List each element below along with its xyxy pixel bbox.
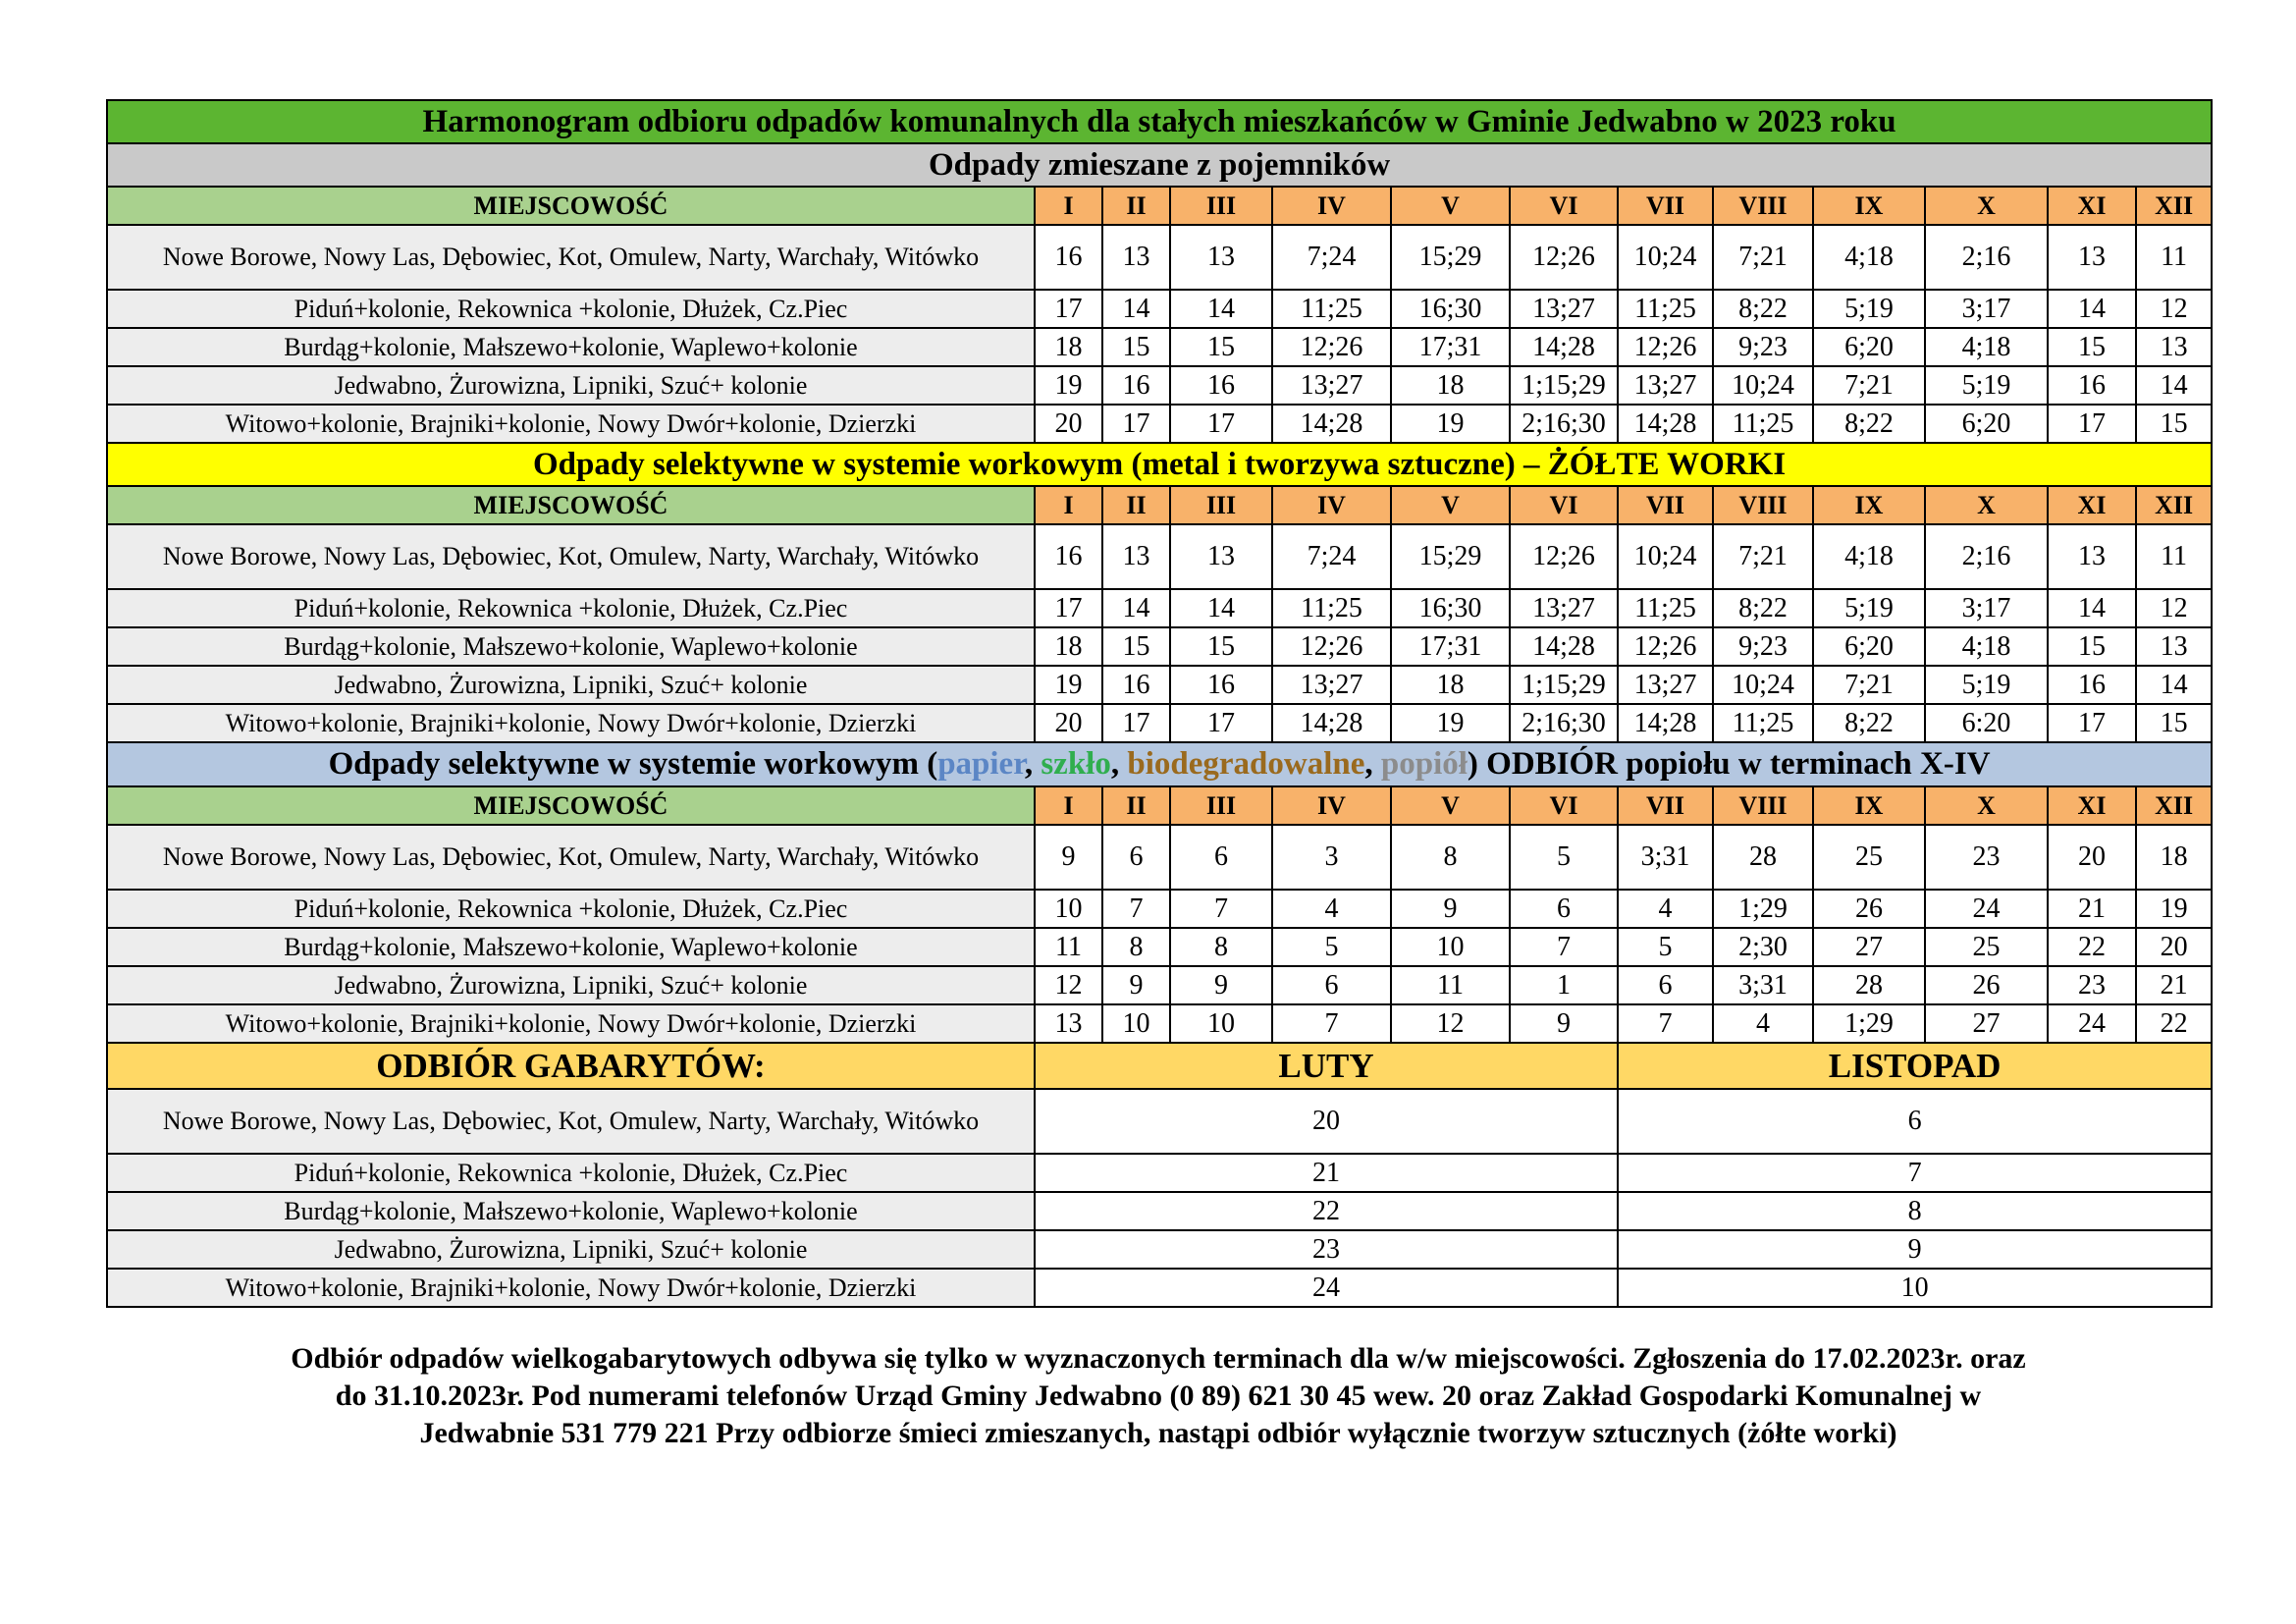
- date-cell: 25: [1925, 928, 2048, 966]
- location-cell: Piduń+kolonie, Rekownica +kolonie, Dłużek, Cz.Piec: [107, 589, 1035, 627]
- date-cell: 16;30: [1391, 290, 1510, 328]
- bulky-waste-note: [106, 1340, 2211, 1452]
- table-row: [107, 290, 2212, 328]
- date-cell: 13: [1102, 225, 1170, 290]
- date-cell: 10;24: [1713, 666, 1813, 704]
- date-cell: 15: [1102, 627, 1170, 666]
- date-cell: 28: [1713, 825, 1813, 890]
- date-cell: 12: [2136, 589, 2212, 627]
- header-row: [107, 486, 2212, 524]
- date-cell: 13: [1170, 524, 1272, 589]
- date-cell: 15: [2048, 328, 2136, 366]
- date-cell: 26: [1813, 890, 1925, 928]
- date-cell: 8;22: [1813, 704, 1925, 742]
- date-cell: 18: [2136, 825, 2212, 890]
- date-cell: 1;15;29: [1510, 666, 1618, 704]
- table-row: [107, 1192, 2212, 1230]
- date-cell: 12: [1035, 966, 1102, 1004]
- location-header: MIEJSCOWOŚĆ: [107, 786, 1035, 825]
- date-cell: 6: [1618, 966, 1713, 1004]
- month-header: II: [1102, 786, 1170, 825]
- date-cell: 16: [1102, 666, 1170, 704]
- month-header: VII: [1618, 786, 1713, 825]
- date-cell: 13;27: [1510, 290, 1618, 328]
- location-cell: Witowo+kolonie, Brajniki+kolonie, Nowy Dwór+kolonie, Dzierzki: [107, 1004, 1035, 1043]
- date-cell: 2;16: [1925, 524, 2048, 589]
- date-cell: 20: [1035, 704, 1102, 742]
- date-cell: 11: [1391, 966, 1510, 1004]
- date-cell: 14: [1102, 290, 1170, 328]
- month-header: IX: [1813, 486, 1925, 524]
- month-header: IV: [1272, 187, 1391, 225]
- date-cell: 22: [2136, 1004, 2212, 1043]
- date-cell: 17: [1170, 704, 1272, 742]
- date-cell: 26: [1925, 966, 2048, 1004]
- date-cell: 12;26: [1272, 627, 1391, 666]
- date-cell: 5;19: [1925, 666, 2048, 704]
- month-header: X: [1925, 786, 2048, 825]
- date-cell: 13: [1102, 524, 1170, 589]
- date-cell: 10: [1391, 928, 1510, 966]
- location-cell: Nowe Borowe, Nowy Las, Dębowiec, Kot, Omulew, Narty, Warchały, Witówko: [107, 1089, 1035, 1154]
- date-cell: 7: [1272, 1004, 1391, 1043]
- bulky-month-listopad: LISTOPAD: [1618, 1043, 2212, 1089]
- date-cell: 16: [1170, 366, 1272, 405]
- date-cell: 6: [1618, 1089, 2212, 1154]
- date-cell: 7;24: [1272, 225, 1391, 290]
- date-cell: 14: [1170, 589, 1272, 627]
- date-cell: 4;18: [1813, 524, 1925, 589]
- location-cell: Piduń+kolonie, Rekownica +kolonie, Dłużek, Cz.Piec: [107, 890, 1035, 928]
- date-cell: 14: [2048, 290, 2136, 328]
- location-cell: Jedwabno, Żurowizna, Lipniki, Szuć+ kolonie: [107, 366, 1035, 405]
- header-row: [107, 786, 2212, 825]
- date-cell: 9: [1618, 1230, 2212, 1269]
- month-header: V: [1391, 187, 1510, 225]
- month-header: I: [1035, 486, 1102, 524]
- date-cell: 15: [2136, 704, 2212, 742]
- section-title-part-sep1: ,: [1024, 746, 1041, 783]
- table-row: [107, 825, 2212, 890]
- date-cell: 13: [1035, 1004, 1102, 1043]
- table-row: [107, 328, 2212, 366]
- date-cell: 6:20: [1925, 704, 2048, 742]
- date-cell: 8;22: [1813, 405, 1925, 443]
- date-cell: 15: [2136, 405, 2212, 443]
- month-header: VI: [1510, 187, 1618, 225]
- month-header: IV: [1272, 486, 1391, 524]
- month-header: VIII: [1713, 486, 1813, 524]
- date-cell: 5;19: [1813, 589, 1925, 627]
- location-cell: Witowo+kolonie, Brajniki+kolonie, Nowy Dwór+kolonie, Dzierzki: [107, 1269, 1035, 1307]
- date-cell: 18: [1035, 328, 1102, 366]
- date-cell: 13: [1170, 225, 1272, 290]
- date-cell: 6;20: [1925, 405, 2048, 443]
- date-cell: 12;26: [1510, 524, 1618, 589]
- section-title: [107, 742, 2212, 786]
- date-cell: 9: [1391, 890, 1510, 928]
- date-cell: 11: [2136, 524, 2212, 589]
- date-cell: 1;29: [1813, 1004, 1925, 1043]
- month-header: III: [1170, 187, 1272, 225]
- date-cell: 20: [2136, 928, 2212, 966]
- month-header: XII: [2136, 187, 2212, 225]
- location-cell: Witowo+kolonie, Brajniki+kolonie, Nowy Dwór+kolonie, Dzierzki: [107, 704, 1035, 742]
- section-title-row: [107, 443, 2212, 486]
- date-cell: 17: [1035, 290, 1102, 328]
- date-cell: 13;27: [1510, 589, 1618, 627]
- date-cell: 3;17: [1925, 290, 2048, 328]
- date-cell: 7: [1510, 928, 1618, 966]
- date-cell: 11: [2136, 225, 2212, 290]
- date-cell: 17;31: [1391, 328, 1510, 366]
- date-cell: 15: [1102, 328, 1170, 366]
- table-row: [107, 928, 2212, 966]
- table-row: [107, 627, 2212, 666]
- date-cell: 4;18: [1813, 225, 1925, 290]
- location-cell: Jedwabno, Żurowizna, Lipniki, Szuć+ kolonie: [107, 666, 1035, 704]
- location-cell: Burdąg+kolonie, Małszewo+kolonie, Waplewo+kolonie: [107, 328, 1035, 366]
- month-header: II: [1102, 486, 1170, 524]
- date-cell: 6;20: [1813, 627, 1925, 666]
- bulky-header-row: [107, 1043, 2212, 1089]
- date-cell: 13: [2136, 328, 2212, 366]
- date-cell: 9: [1035, 825, 1102, 890]
- date-cell: 22: [2048, 928, 2136, 966]
- month-header: III: [1170, 486, 1272, 524]
- date-cell: 12;26: [1618, 627, 1713, 666]
- month-header: I: [1035, 187, 1102, 225]
- location-cell: Burdąg+kolonie, Małszewo+kolonie, Waplewo+kolonie: [107, 1192, 1035, 1230]
- date-cell: 4: [1272, 890, 1391, 928]
- date-cell: 4: [1713, 1004, 1813, 1043]
- date-cell: 9: [1510, 1004, 1618, 1043]
- location-cell: Jedwabno, Żurowizna, Lipniki, Szuć+ kolonie: [107, 966, 1035, 1004]
- date-cell: 16: [1102, 366, 1170, 405]
- date-cell: 19: [2136, 890, 2212, 928]
- section-title-part-suffix: ) ODBIÓR popiołu w terminach X-IV: [1467, 746, 1991, 783]
- date-cell: 12;26: [1618, 328, 1713, 366]
- location-header: MIEJSCOWOŚĆ: [107, 187, 1035, 225]
- date-cell: 10: [1102, 1004, 1170, 1043]
- location-cell: Nowe Borowe, Nowy Las, Dębowiec, Kot, Omulew, Narty, Warchały, Witówko: [107, 825, 1035, 890]
- date-cell: 13;27: [1272, 666, 1391, 704]
- location-cell: Burdąg+kolonie, Małszewo+kolonie, Waplewo+kolonie: [107, 627, 1035, 666]
- date-cell: 21: [1035, 1154, 1618, 1192]
- date-cell: 24: [1035, 1269, 1618, 1307]
- date-cell: 28: [1813, 966, 1925, 1004]
- date-cell: 8;22: [1713, 290, 1813, 328]
- date-cell: 19: [1391, 405, 1510, 443]
- date-cell: 5;19: [1813, 290, 1925, 328]
- date-cell: 5: [1510, 825, 1618, 890]
- table-row: [107, 1230, 2212, 1269]
- header-row: [107, 187, 2212, 225]
- date-cell: 2;16: [1925, 225, 2048, 290]
- month-header: XI: [2048, 786, 2136, 825]
- date-cell: 8;22: [1713, 589, 1813, 627]
- date-cell: 15;29: [1391, 524, 1510, 589]
- table-row: [107, 890, 2212, 928]
- date-cell: 8: [1391, 825, 1510, 890]
- date-cell: 12;26: [1510, 225, 1618, 290]
- date-cell: 8: [1170, 928, 1272, 966]
- section-title: Odpady selektywne w systemie workowym (metal i tworzywa sztuczne) – ŻÓŁTE WORKI: [107, 443, 2212, 486]
- date-cell: 4;18: [1925, 328, 2048, 366]
- date-cell: 11;25: [1618, 589, 1713, 627]
- table-row: [107, 524, 2212, 589]
- date-cell: 14: [2136, 666, 2212, 704]
- date-cell: 5;19: [1925, 366, 2048, 405]
- date-cell: 7;21: [1713, 524, 1813, 589]
- date-cell: 18: [1035, 627, 1102, 666]
- date-cell: 14;28: [1510, 627, 1618, 666]
- month-header: VIII: [1713, 187, 1813, 225]
- section-title-part-popiol: popiół: [1380, 746, 1468, 783]
- table-row: [107, 1269, 2212, 1307]
- section-title-part-sep2: ,: [1110, 746, 1128, 783]
- date-cell: 7;21: [1813, 666, 1925, 704]
- location-cell: Piduń+kolonie, Rekownica +kolonie, Dłużek, Cz.Piec: [107, 290, 1035, 328]
- date-cell: 16: [1170, 666, 1272, 704]
- section-title-part-papier: papier: [937, 746, 1025, 783]
- schedule-table: [106, 99, 2213, 1308]
- date-cell: 15: [2048, 627, 2136, 666]
- date-cell: 10: [1618, 1269, 2212, 1307]
- date-cell: 19: [1035, 366, 1102, 405]
- date-cell: 17;31: [1391, 627, 1510, 666]
- date-cell: 21: [2136, 966, 2212, 1004]
- date-cell: 17: [1102, 405, 1170, 443]
- location-cell: Jedwabno, Żurowizna, Lipniki, Szuć+ kolonie: [107, 1230, 1035, 1269]
- date-cell: 11: [1035, 928, 1102, 966]
- date-cell: 15: [1170, 328, 1272, 366]
- bulky-title: ODBIÓR GABARYTÓW:: [107, 1043, 1035, 1089]
- date-cell: 17: [2048, 405, 2136, 443]
- date-cell: 7: [1618, 1154, 2212, 1192]
- date-cell: 12;26: [1272, 328, 1391, 366]
- table-row: [107, 1154, 2212, 1192]
- date-cell: 7;24: [1272, 524, 1391, 589]
- date-cell: 2;16;30: [1510, 704, 1618, 742]
- date-cell: 9: [1102, 966, 1170, 1004]
- table-row: [107, 1089, 2212, 1154]
- date-cell: 20: [1035, 405, 1102, 443]
- date-cell: 16: [1035, 524, 1102, 589]
- date-cell: 12: [1391, 1004, 1510, 1043]
- month-header: XI: [2048, 187, 2136, 225]
- date-cell: 24: [1925, 890, 2048, 928]
- date-cell: 7: [1102, 890, 1170, 928]
- date-cell: 8: [1102, 928, 1170, 966]
- date-cell: 12: [2136, 290, 2212, 328]
- month-header: V: [1391, 486, 1510, 524]
- date-cell: 1;29: [1713, 890, 1813, 928]
- date-cell: 23: [2048, 966, 2136, 1004]
- month-header: III: [1170, 786, 1272, 825]
- location-cell: Burdąg+kolonie, Małszewo+kolonie, Waplewo+kolonie: [107, 928, 1035, 966]
- date-cell: 16: [2048, 666, 2136, 704]
- location-cell: Nowe Borowe, Nowy Las, Dębowiec, Kot, Omulew, Narty, Warchały, Witówko: [107, 225, 1035, 290]
- date-cell: 7;21: [1713, 225, 1813, 290]
- date-cell: 15;29: [1391, 225, 1510, 290]
- note-line-3: Jedwabnie 531 779 221 Przy odbiorze śmieci zmieszanych, nastąpi odbiór wyłącznie tworzyw sztucznych (żółte worki): [419, 1417, 1897, 1449]
- month-header: I: [1035, 786, 1102, 825]
- date-cell: 13: [2048, 225, 2136, 290]
- location-cell: Nowe Borowe, Nowy Las, Dębowiec, Kot, Omulew, Narty, Warchały, Witówko: [107, 524, 1035, 589]
- date-cell: 25: [1813, 825, 1925, 890]
- date-cell: 14;28: [1618, 704, 1713, 742]
- date-cell: 6: [1510, 890, 1618, 928]
- table-row: [107, 666, 2212, 704]
- date-cell: 19: [1391, 704, 1510, 742]
- month-header: IX: [1813, 786, 1925, 825]
- date-cell: 3;31: [1713, 966, 1813, 1004]
- location-cell: Witowo+kolonie, Brajniki+kolonie, Nowy Dwór+kolonie, Dzierzki: [107, 405, 1035, 443]
- date-cell: 4: [1618, 890, 1713, 928]
- bulky-month-luty: LUTY: [1035, 1043, 1618, 1089]
- date-cell: 24: [2048, 1004, 2136, 1043]
- date-cell: 13: [2048, 524, 2136, 589]
- table-row: [107, 704, 2212, 742]
- date-cell: 6: [1272, 966, 1391, 1004]
- month-header: VIII: [1713, 786, 1813, 825]
- date-cell: 5: [1618, 928, 1713, 966]
- date-cell: 6;20: [1813, 328, 1925, 366]
- section-title-row: [107, 143, 2212, 187]
- date-cell: 9;23: [1713, 328, 1813, 366]
- date-cell: 11;25: [1272, 589, 1391, 627]
- table-row: [107, 366, 2212, 405]
- title-row: [107, 100, 2212, 143]
- date-cell: 16;30: [1391, 589, 1510, 627]
- date-cell: 6: [1170, 825, 1272, 890]
- month-header: IV: [1272, 786, 1391, 825]
- date-cell: 18: [1391, 366, 1510, 405]
- location-cell: Piduń+kolonie, Rekownica +kolonie, Dłużek, Cz.Piec: [107, 1154, 1035, 1192]
- date-cell: 3;31: [1618, 825, 1713, 890]
- date-cell: 13;27: [1618, 366, 1713, 405]
- date-cell: 14;28: [1618, 405, 1713, 443]
- date-cell: 23: [1035, 1230, 1618, 1269]
- date-cell: 7: [1618, 1004, 1713, 1043]
- date-cell: 19: [1035, 666, 1102, 704]
- date-cell: 17: [1102, 704, 1170, 742]
- date-cell: 20: [1035, 1089, 1618, 1154]
- month-header: IX: [1813, 187, 1925, 225]
- date-cell: 10;24: [1713, 366, 1813, 405]
- date-cell: 3;17: [1925, 589, 2048, 627]
- section-title-part-szklo: szkło: [1041, 746, 1111, 783]
- date-cell: 11;25: [1713, 405, 1813, 443]
- date-cell: 14: [1170, 290, 1272, 328]
- date-cell: 17: [1035, 589, 1102, 627]
- date-cell: 27: [1925, 1004, 2048, 1043]
- date-cell: 11;25: [1272, 290, 1391, 328]
- date-cell: 9;23: [1713, 627, 1813, 666]
- date-cell: 22: [1035, 1192, 1618, 1230]
- date-cell: 10;24: [1618, 524, 1713, 589]
- section-title-row: [107, 742, 2212, 786]
- month-header: XII: [2136, 786, 2212, 825]
- date-cell: 10: [1170, 1004, 1272, 1043]
- section-title-part-bio: biodegradowalne: [1127, 746, 1365, 783]
- date-cell: 13: [2136, 627, 2212, 666]
- date-cell: 5: [1272, 928, 1391, 966]
- date-cell: 15: [1170, 627, 1272, 666]
- month-header: II: [1102, 187, 1170, 225]
- month-header: VII: [1618, 486, 1713, 524]
- section-title: Odpady zmieszane z pojemników: [107, 143, 2212, 187]
- date-cell: 14: [1102, 589, 1170, 627]
- date-cell: 16: [1035, 225, 1102, 290]
- month-header: VI: [1510, 786, 1618, 825]
- note-line-1: Odbiór odpadów wielkogabarytowych odbywa się tylko w wyznaczonych terminach dla w/w miejscowości. Zgłoszenia do 17.02.2023r. oraz: [291, 1342, 2026, 1375]
- table-row: [107, 966, 2212, 1004]
- date-cell: 7: [1170, 890, 1272, 928]
- date-cell: 14;28: [1272, 405, 1391, 443]
- date-cell: 2;30: [1713, 928, 1813, 966]
- date-cell: 7;21: [1813, 366, 1925, 405]
- date-cell: 13;27: [1618, 666, 1713, 704]
- date-cell: 10: [1035, 890, 1102, 928]
- month-header: VI: [1510, 486, 1618, 524]
- date-cell: 17: [1170, 405, 1272, 443]
- date-cell: 14;28: [1272, 704, 1391, 742]
- date-cell: 9: [1170, 966, 1272, 1004]
- location-header: MIEJSCOWOŚĆ: [107, 486, 1035, 524]
- table-row: [107, 225, 2212, 290]
- date-cell: 11;25: [1618, 290, 1713, 328]
- date-cell: 8: [1618, 1192, 2212, 1230]
- date-cell: 3: [1272, 825, 1391, 890]
- month-header: XII: [2136, 486, 2212, 524]
- table-row: [107, 1004, 2212, 1043]
- date-cell: 4;18: [1925, 627, 2048, 666]
- month-header: X: [1925, 486, 2048, 524]
- date-cell: 10;24: [1618, 225, 1713, 290]
- date-cell: 1;15;29: [1510, 366, 1618, 405]
- date-cell: 17: [2048, 704, 2136, 742]
- date-cell: 27: [1813, 928, 1925, 966]
- month-header: VII: [1618, 187, 1713, 225]
- table-row: [107, 405, 2212, 443]
- date-cell: 14: [2136, 366, 2212, 405]
- month-header: V: [1391, 786, 1510, 825]
- month-header: X: [1925, 187, 2048, 225]
- date-cell: 6: [1102, 825, 1170, 890]
- table-row: [107, 589, 2212, 627]
- date-cell: 16: [2048, 366, 2136, 405]
- date-cell: 2;16;30: [1510, 405, 1618, 443]
- date-cell: 18: [1391, 666, 1510, 704]
- section-title-part-sep3: ,: [1364, 746, 1381, 783]
- page-title: Harmonogram odbioru odpadów komunalnych dla stałych mieszkańców w Gminie Jedwabno w 2023 roku: [107, 100, 2212, 143]
- date-cell: 1: [1510, 966, 1618, 1004]
- date-cell: 11;25: [1713, 704, 1813, 742]
- date-cell: 20: [2048, 825, 2136, 890]
- section-title-part-prefix: Odpady selektywne w systemie workowym (: [328, 746, 938, 783]
- month-header: XI: [2048, 486, 2136, 524]
- date-cell: 13;27: [1272, 366, 1391, 405]
- date-cell: 23: [1925, 825, 2048, 890]
- note-line-2: do 31.10.2023r. Pod numerami telefonów Urząd Gminy Jedwabno (0 89) 621 30 45 wew. 20 oraz Zakład Gospodarki Komunalnej w: [335, 1380, 1982, 1412]
- date-cell: 14: [2048, 589, 2136, 627]
- date-cell: 14;28: [1510, 328, 1618, 366]
- date-cell: 21: [2048, 890, 2136, 928]
